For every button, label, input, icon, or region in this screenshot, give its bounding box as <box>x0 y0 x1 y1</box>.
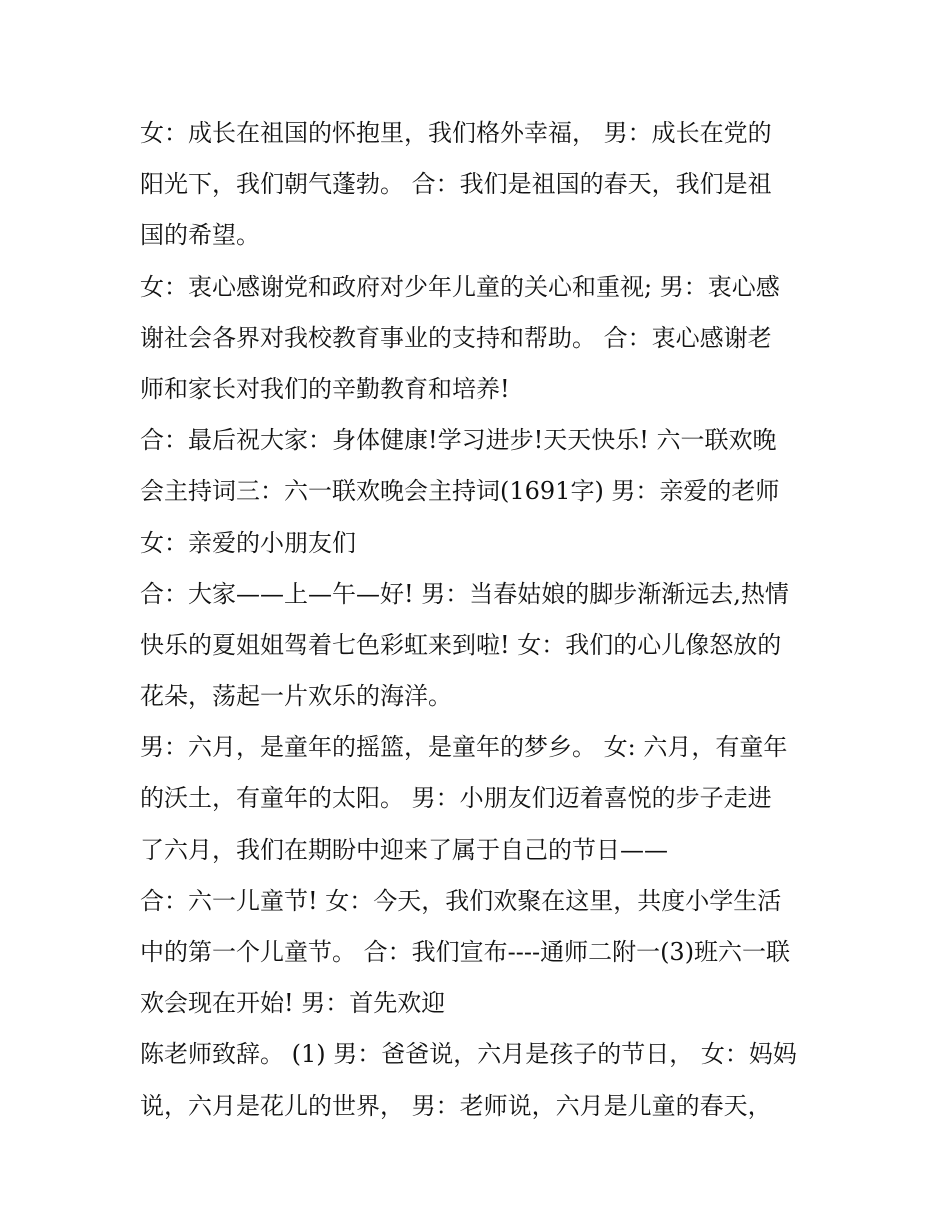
text-line: 女：成长在祖国的怀抱里，我们格外幸福， 男：成长在党的 <box>140 119 772 147</box>
text-line: 快乐的夏姐姐驾着七色彩虹来到啦! 女：我们的心儿像怒放的 <box>140 630 782 659</box>
text-line: 花朵，荡起一片欢乐的海洋。 <box>140 682 452 711</box>
text-line: 阳光下，我们朝气蓬勃。 合：我们是祖国的春天，我们是祖 <box>140 170 772 199</box>
text-line: 合：六一儿童节! 女：今天，我们欢聚在这里，共度小学生活 <box>140 886 782 915</box>
text-line: 合：最后祝大家：身体健康!学习进步!天天快乐! 六一联欢晚 <box>140 426 777 455</box>
document-body <box>140 108 830 1132</box>
text-line: 的沃土，有童年的太阳。 男：小朋友们迈着喜悦的步子走进 <box>140 784 772 813</box>
text-line: 了六月，我们在期盼中迎来了属于自己的节日—— <box>140 835 668 864</box>
text-line: 谢社会各界对我校教育事业的支持和帮助。 合：衷心感谢老 <box>140 323 772 352</box>
text-line: 女：亲爱的小朋友们 <box>140 528 356 557</box>
text-line: 国的希望。 <box>140 221 260 250</box>
text-line: 师和家长对我们的辛勤教育和培养! <box>140 374 510 403</box>
text-line: 女：衷心感谢党和政府对少年儿童的关心和重视; 男：衷心感 <box>140 272 780 301</box>
text-line: 中的第一个儿童节。 合：我们宣布----通师二附一(3)班六一联 <box>140 938 791 966</box>
text-line: 合：大家——上—午—好! 男：当春姑娘的脚步渐渐远去,热情 <box>140 579 789 608</box>
text-line: 欢会现在开始! 男：首先欢迎 <box>140 989 446 1018</box>
text-line: 会主持词三：六一联欢晚会主持词(1691字) 男：亲爱的老师 <box>140 477 780 506</box>
text-line: 说，六月是花儿的世界， 男：老师说，六月是儿童的春天， <box>140 1091 772 1120</box>
text-line: 陈老师致辞。 (1) 男：爸爸说，六月是孩子的节日， 女：妈妈 <box>140 1040 797 1069</box>
text-line: 男：六月，是童年的摇篮，是童年的梦乡。 女: 六月，有童年 <box>140 733 788 762</box>
